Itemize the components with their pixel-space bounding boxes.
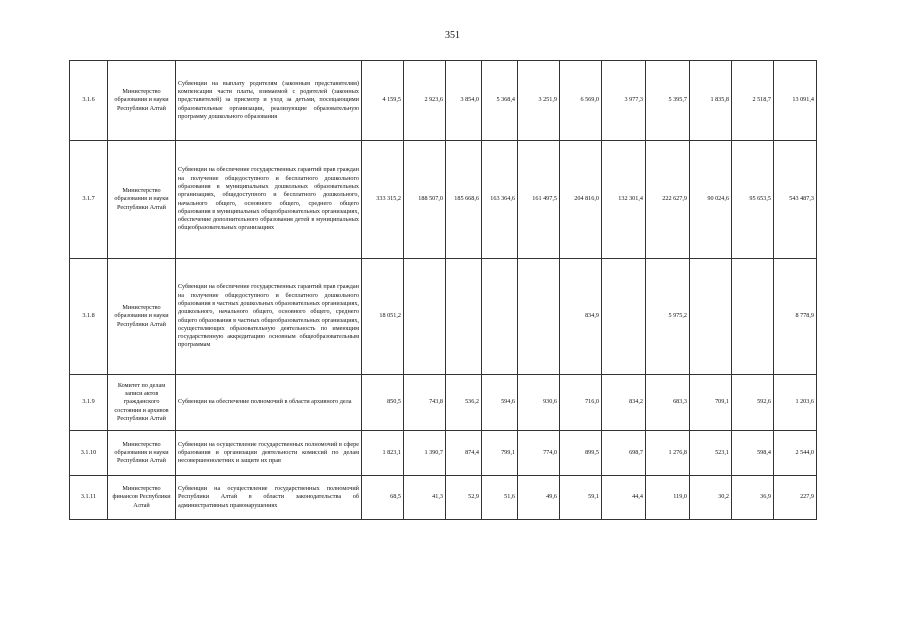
amount-cell: [518, 259, 560, 375]
amount-cell: 13 091,4: [774, 61, 817, 141]
amount-cell: 36,9: [732, 476, 774, 520]
table-row: [70, 141, 861, 259]
row-code-cell: 3.1.6: [70, 61, 108, 141]
amount-cell: 930,6: [518, 375, 560, 431]
amount-cell: 222 627,9: [646, 141, 690, 259]
amount-cell: 49,6: [518, 476, 560, 520]
table-row: [70, 476, 861, 520]
row-code-cell: 3.1.11: [70, 476, 108, 520]
amount-cell: 30,2: [690, 476, 732, 520]
amount-cell: 5 395,7: [646, 61, 690, 141]
amount-cell: 5 975,2: [646, 259, 690, 375]
amount-cell: [732, 259, 774, 375]
table-row: [70, 375, 861, 431]
amount-cell: 2 518,7: [732, 61, 774, 141]
description-cell: Субвенции на обеспечение полномочий в области архивного дела: [176, 375, 362, 431]
amount-cell: 1 276,8: [646, 431, 690, 476]
amount-cell: [482, 259, 518, 375]
amount-cell: 743,8: [404, 375, 446, 431]
amount-cell: 683,3: [646, 375, 690, 431]
table-row: [70, 431, 861, 476]
amount-cell: 52,9: [446, 476, 482, 520]
organization-cell: Министерство образования и науки Республики Алтай: [108, 431, 176, 476]
organization-cell: Министерство образования и науки Республики Алтай: [108, 141, 176, 259]
amount-cell: 6 569,0: [560, 61, 602, 141]
amount-cell: 2 544,0: [774, 431, 817, 476]
amount-cell: 5 368,4: [482, 61, 518, 141]
table-row: [70, 61, 861, 141]
amount-cell: 899,5: [560, 431, 602, 476]
subvention-table: [69, 60, 861, 520]
amount-cell: 51,6: [482, 476, 518, 520]
amount-cell: [446, 259, 482, 375]
row-code-cell: 3.1.10: [70, 431, 108, 476]
amount-cell: 592,6: [732, 375, 774, 431]
amount-cell: 188 507,0: [404, 141, 446, 259]
amount-cell: 716,0: [560, 375, 602, 431]
amount-cell: 227,9: [774, 476, 817, 520]
amount-cell: 8 778,9: [774, 259, 817, 375]
amount-cell: 163 364,6: [482, 141, 518, 259]
amount-cell: 1 835,8: [690, 61, 732, 141]
amount-cell: 4 159,5: [362, 61, 404, 141]
amount-cell: 523,1: [690, 431, 732, 476]
amount-cell: 709,1: [690, 375, 732, 431]
table-body: [70, 61, 861, 520]
amount-cell: 536,2: [446, 375, 482, 431]
amount-cell: 185 668,6: [446, 141, 482, 259]
amount-cell: [690, 259, 732, 375]
amount-cell: 204 816,0: [560, 141, 602, 259]
amount-cell: 594,6: [482, 375, 518, 431]
amount-cell: 1 390,7: [404, 431, 446, 476]
organization-cell: Министерство образования и науки Республики Алтай: [108, 259, 176, 375]
amount-cell: 333 315,2: [362, 141, 404, 259]
description-cell: Субвенции на обеспечение государственных гарантий прав граждан на получение общедоступного и бесплатного дошкольного образования в муниципальных дошкольных образовательных организациях, общедоступного и бесплатного дошкольного, начального общего, основного общего, среднего общего образования в муниципальных общеобразовательных организациях, обеспечение дополнительного образования детей в муниципальных общеобразовательных организациях: [176, 141, 362, 259]
amount-cell: [602, 259, 646, 375]
amount-cell: 834,9: [560, 259, 602, 375]
amount-cell: 161 497,5: [518, 141, 560, 259]
amount-cell: 698,7: [602, 431, 646, 476]
organization-cell: Комитет по делам записи актов гражданского состояния и архивов Республики Алтай: [108, 375, 176, 431]
row-code-cell: 3.1.9: [70, 375, 108, 431]
amount-cell: 41,3: [404, 476, 446, 520]
amount-cell: 834,2: [602, 375, 646, 431]
description-cell: Субвенции на выплату родителям (законным представителям) компенсации части платы, взимаемой с родителей (законных представителей) за присмотр и уход за детьми, посещающими образовательные организации, реализующие образовательную программу дошкольного образования: [176, 61, 362, 141]
amount-cell: 68,5: [362, 476, 404, 520]
amount-cell: 3 854,0: [446, 61, 482, 141]
amount-cell: 543 487,3: [774, 141, 817, 259]
amount-cell: 3 251,9: [518, 61, 560, 141]
amount-cell: 18 051,2: [362, 259, 404, 375]
amount-cell: 132 301,4: [602, 141, 646, 259]
amount-cell: 1 823,1: [362, 431, 404, 476]
amount-cell: 119,0: [646, 476, 690, 520]
table-row: [70, 259, 861, 375]
page-number: 351: [445, 30, 460, 41]
amount-cell: 90 024,6: [690, 141, 732, 259]
organization-cell: Министерство финансов Республики Алтай: [108, 476, 176, 520]
description-cell: Субвенции на осуществление государственных полномочий в сфере образования и организации деятельности комиссий по делам несовершеннолетних и защите их прав: [176, 431, 362, 476]
amount-cell: 95 653,5: [732, 141, 774, 259]
amount-cell: 3 977,3: [602, 61, 646, 141]
amount-cell: [404, 259, 446, 375]
amount-cell: 850,5: [362, 375, 404, 431]
amount-cell: 59,1: [560, 476, 602, 520]
amount-cell: 799,1: [482, 431, 518, 476]
organization-cell: Министерство образования и науки Республики Алтай: [108, 61, 176, 141]
amount-cell: 774,0: [518, 431, 560, 476]
description-cell: Субвенции на обеспечение государственных гарантий прав граждан на получение общедоступного и бесплатного дошкольного образования в частных дошкольных образовательных организациях, дошкольного, начального общего, основного общего, среднего общего образования в частных общеобразовательных организациях, осуществляющих образовательную деятельность по имеющим государственную аккредитацию основным общеобразовательным программам: [176, 259, 362, 375]
amount-cell: 1 203,6: [774, 375, 817, 431]
row-code-cell: 3.1.8: [70, 259, 108, 375]
row-code-cell: 3.1.7: [70, 141, 108, 259]
description-cell: Субвенции на осуществление государственных полномочий Республики Алтай в области законодательства об административных правонарушениях: [176, 476, 362, 520]
amount-cell: 598,4: [732, 431, 774, 476]
amount-cell: 2 923,6: [404, 61, 446, 141]
amount-cell: 44,4: [602, 476, 646, 520]
amount-cell: 874,4: [446, 431, 482, 476]
